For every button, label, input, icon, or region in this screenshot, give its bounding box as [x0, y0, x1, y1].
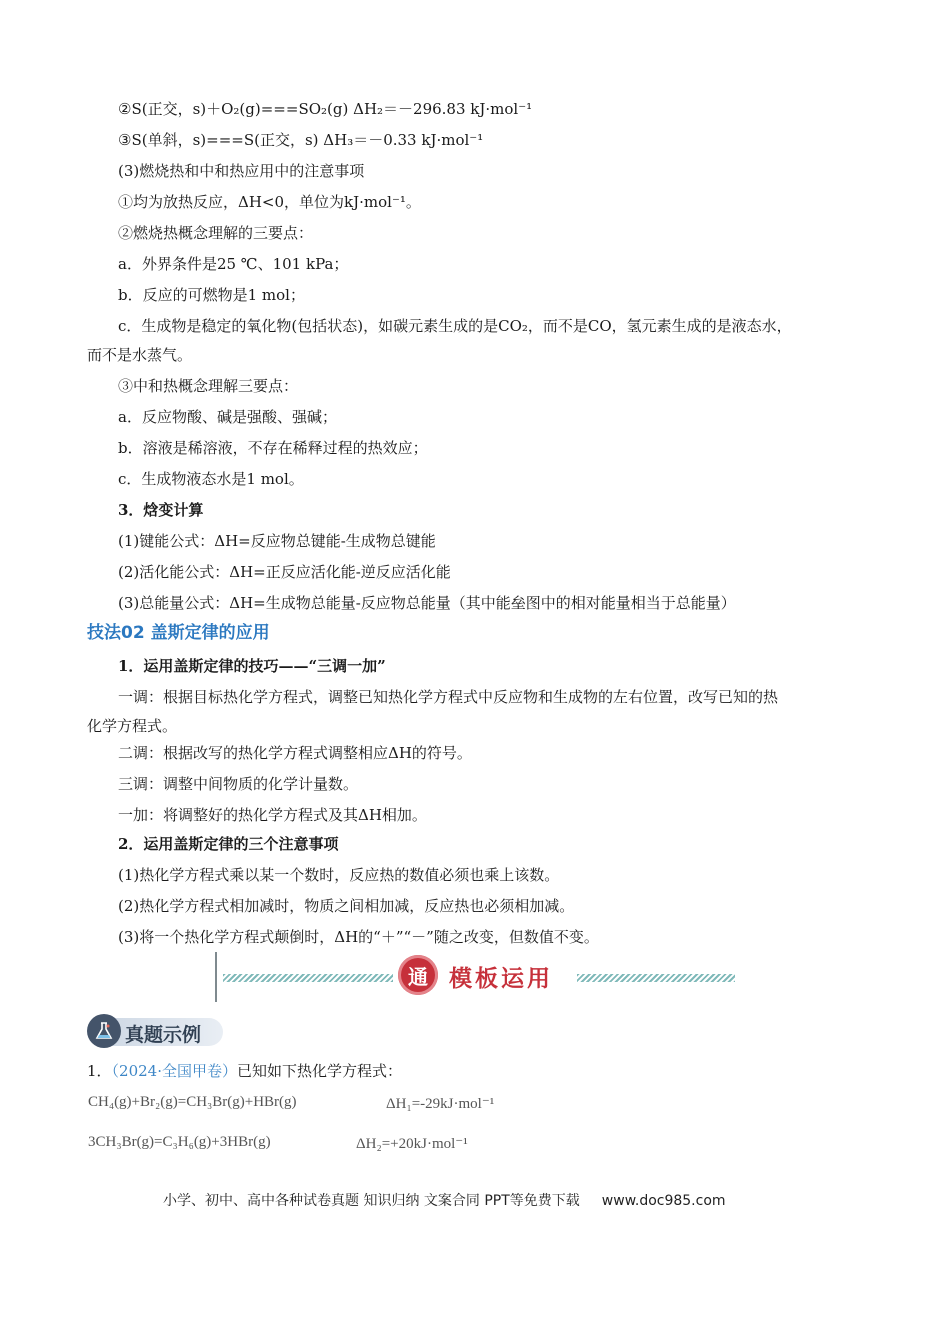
note-2c: c．生成物是稳定的氧化物(包括状态)，如碳元素生成的是CO₂，而不是CO，氢元素生成的是液态水，: [118, 317, 792, 335]
note-3c: c．生成物液态水是1 mol。: [118, 470, 304, 488]
page-footer: [163, 1190, 726, 1210]
note-2a: a．外界条件是25 ℃、101 kPa；: [118, 255, 349, 273]
banner-seal-icon: 通: [398, 955, 438, 995]
hess-note-2: (2)热化学方程式相加减时，物质之间相加减，反应热也必须相加减。: [118, 897, 575, 915]
heading-enthalpy-calc: 3．焓变计算: [118, 501, 204, 519]
note-3: ③中和热概念理解三要点：: [118, 377, 299, 395]
example-header-label: 真题示例: [125, 1024, 202, 1046]
footer-text: 小学、初中、高中各种试卷真题 知识归纳 文案合同 PPT等免费下载: [163, 1193, 580, 1209]
hess-note-3: (3)将一个热化学方程式颠倒时，ΔH的“＋”“－”随之改变，但数值不变。: [118, 928, 599, 946]
hess-heading-2: 2．运用盖斯定律的三个注意事项: [118, 835, 339, 853]
footer-url[interactable]: www.doc985.com: [601, 1193, 726, 1209]
banner-hatch-left: [223, 974, 393, 982]
subheading-3: (3)燃烧热和中和热应用中的注意事项: [118, 162, 365, 180]
note-2b: b．反应的可燃物是1 mol；: [118, 286, 305, 304]
hess-step-1-cont: 化学方程式。: [87, 717, 178, 735]
equation-2: 3CH₃Br(g)=C₃H₆(g)+3HBr(g): [88, 1134, 271, 1150]
note-2: ②燃烧热概念理解的三要点：: [118, 224, 314, 242]
section-title: 技法02 盖斯定律的应用: [87, 623, 270, 643]
question-number: 1．: [87, 1062, 112, 1080]
formula-bond-energy: (1)键能公式：ΔH=反应物总键能-生成物总键能: [118, 532, 436, 550]
note-3a: a．反应物酸、碱是强酸、强碱；: [118, 408, 337, 426]
delta-h-1: ΔH₁=-29kJ·mol⁻¹: [386, 1096, 495, 1112]
note-1: ①均为放热反应，ΔH<0，单位为kJ·mol⁻¹。: [118, 193, 421, 211]
hess-step-3: 三调：调整中间物质的化学计量数。: [118, 775, 359, 793]
equation-line-3: ③S(单斜，s)===S(正交，s) ΔH₃＝－0.33 kJ·mol⁻¹: [118, 131, 484, 149]
equation-1: CH₄(g)+Br₂(g)=CH₃Br(g)+HBr(g): [88, 1094, 297, 1110]
template-banner: [215, 952, 735, 1002]
question-intro: 已知如下热化学方程式：: [237, 1062, 403, 1080]
hess-step-4: 一加：将调整好的热化学方程式及其ΔH相加。: [118, 806, 427, 824]
flask-icon: [87, 1014, 121, 1048]
note-3b: b．溶液是稀溶液，不存在稀释过程的热效应；: [118, 439, 428, 457]
formula-activation-energy: (2)活化能公式：ΔH=正反应活化能-逆反应活化能: [118, 563, 451, 581]
formula-total-energy: (3)总能量公式：ΔH=生成物总能量-反应物总能量（其中能垒图中的相对能量相当于总能量）: [118, 594, 736, 612]
note-2c-cont: 而不是水蒸气。: [87, 346, 193, 364]
question-source: （2024·全国甲卷）: [111, 1062, 237, 1080]
hess-step-2: 二调：根据改写的热化学方程式调整相应ΔH的符号。: [118, 744, 472, 762]
hess-heading-1: 1．运用盖斯定律的技巧——“三调一加”: [118, 657, 386, 675]
example-header: [87, 1014, 237, 1050]
banner-divider: [215, 952, 217, 1002]
equation-line-2: ②S(正交，s)＋O₂(g)===SO₂(g) ΔH₂＝－296.83 kJ·mol⁻¹: [118, 100, 533, 118]
hess-step-1: 一调：根据目标热化学方程式，调整已知热化学方程式中反应物和生成物的左右位置，改写已知的热: [118, 688, 779, 706]
banner-title: 模板运用: [449, 966, 553, 992]
delta-h-2: ΔH₂=+20kJ·mol⁻¹: [356, 1136, 468, 1152]
hess-note-1: (1)热化学方程式乘以某一个数时，反应热的数值必须也乘上该数。: [118, 866, 560, 884]
question-1: [87, 1060, 402, 1082]
banner-hatch-right: [577, 974, 735, 982]
